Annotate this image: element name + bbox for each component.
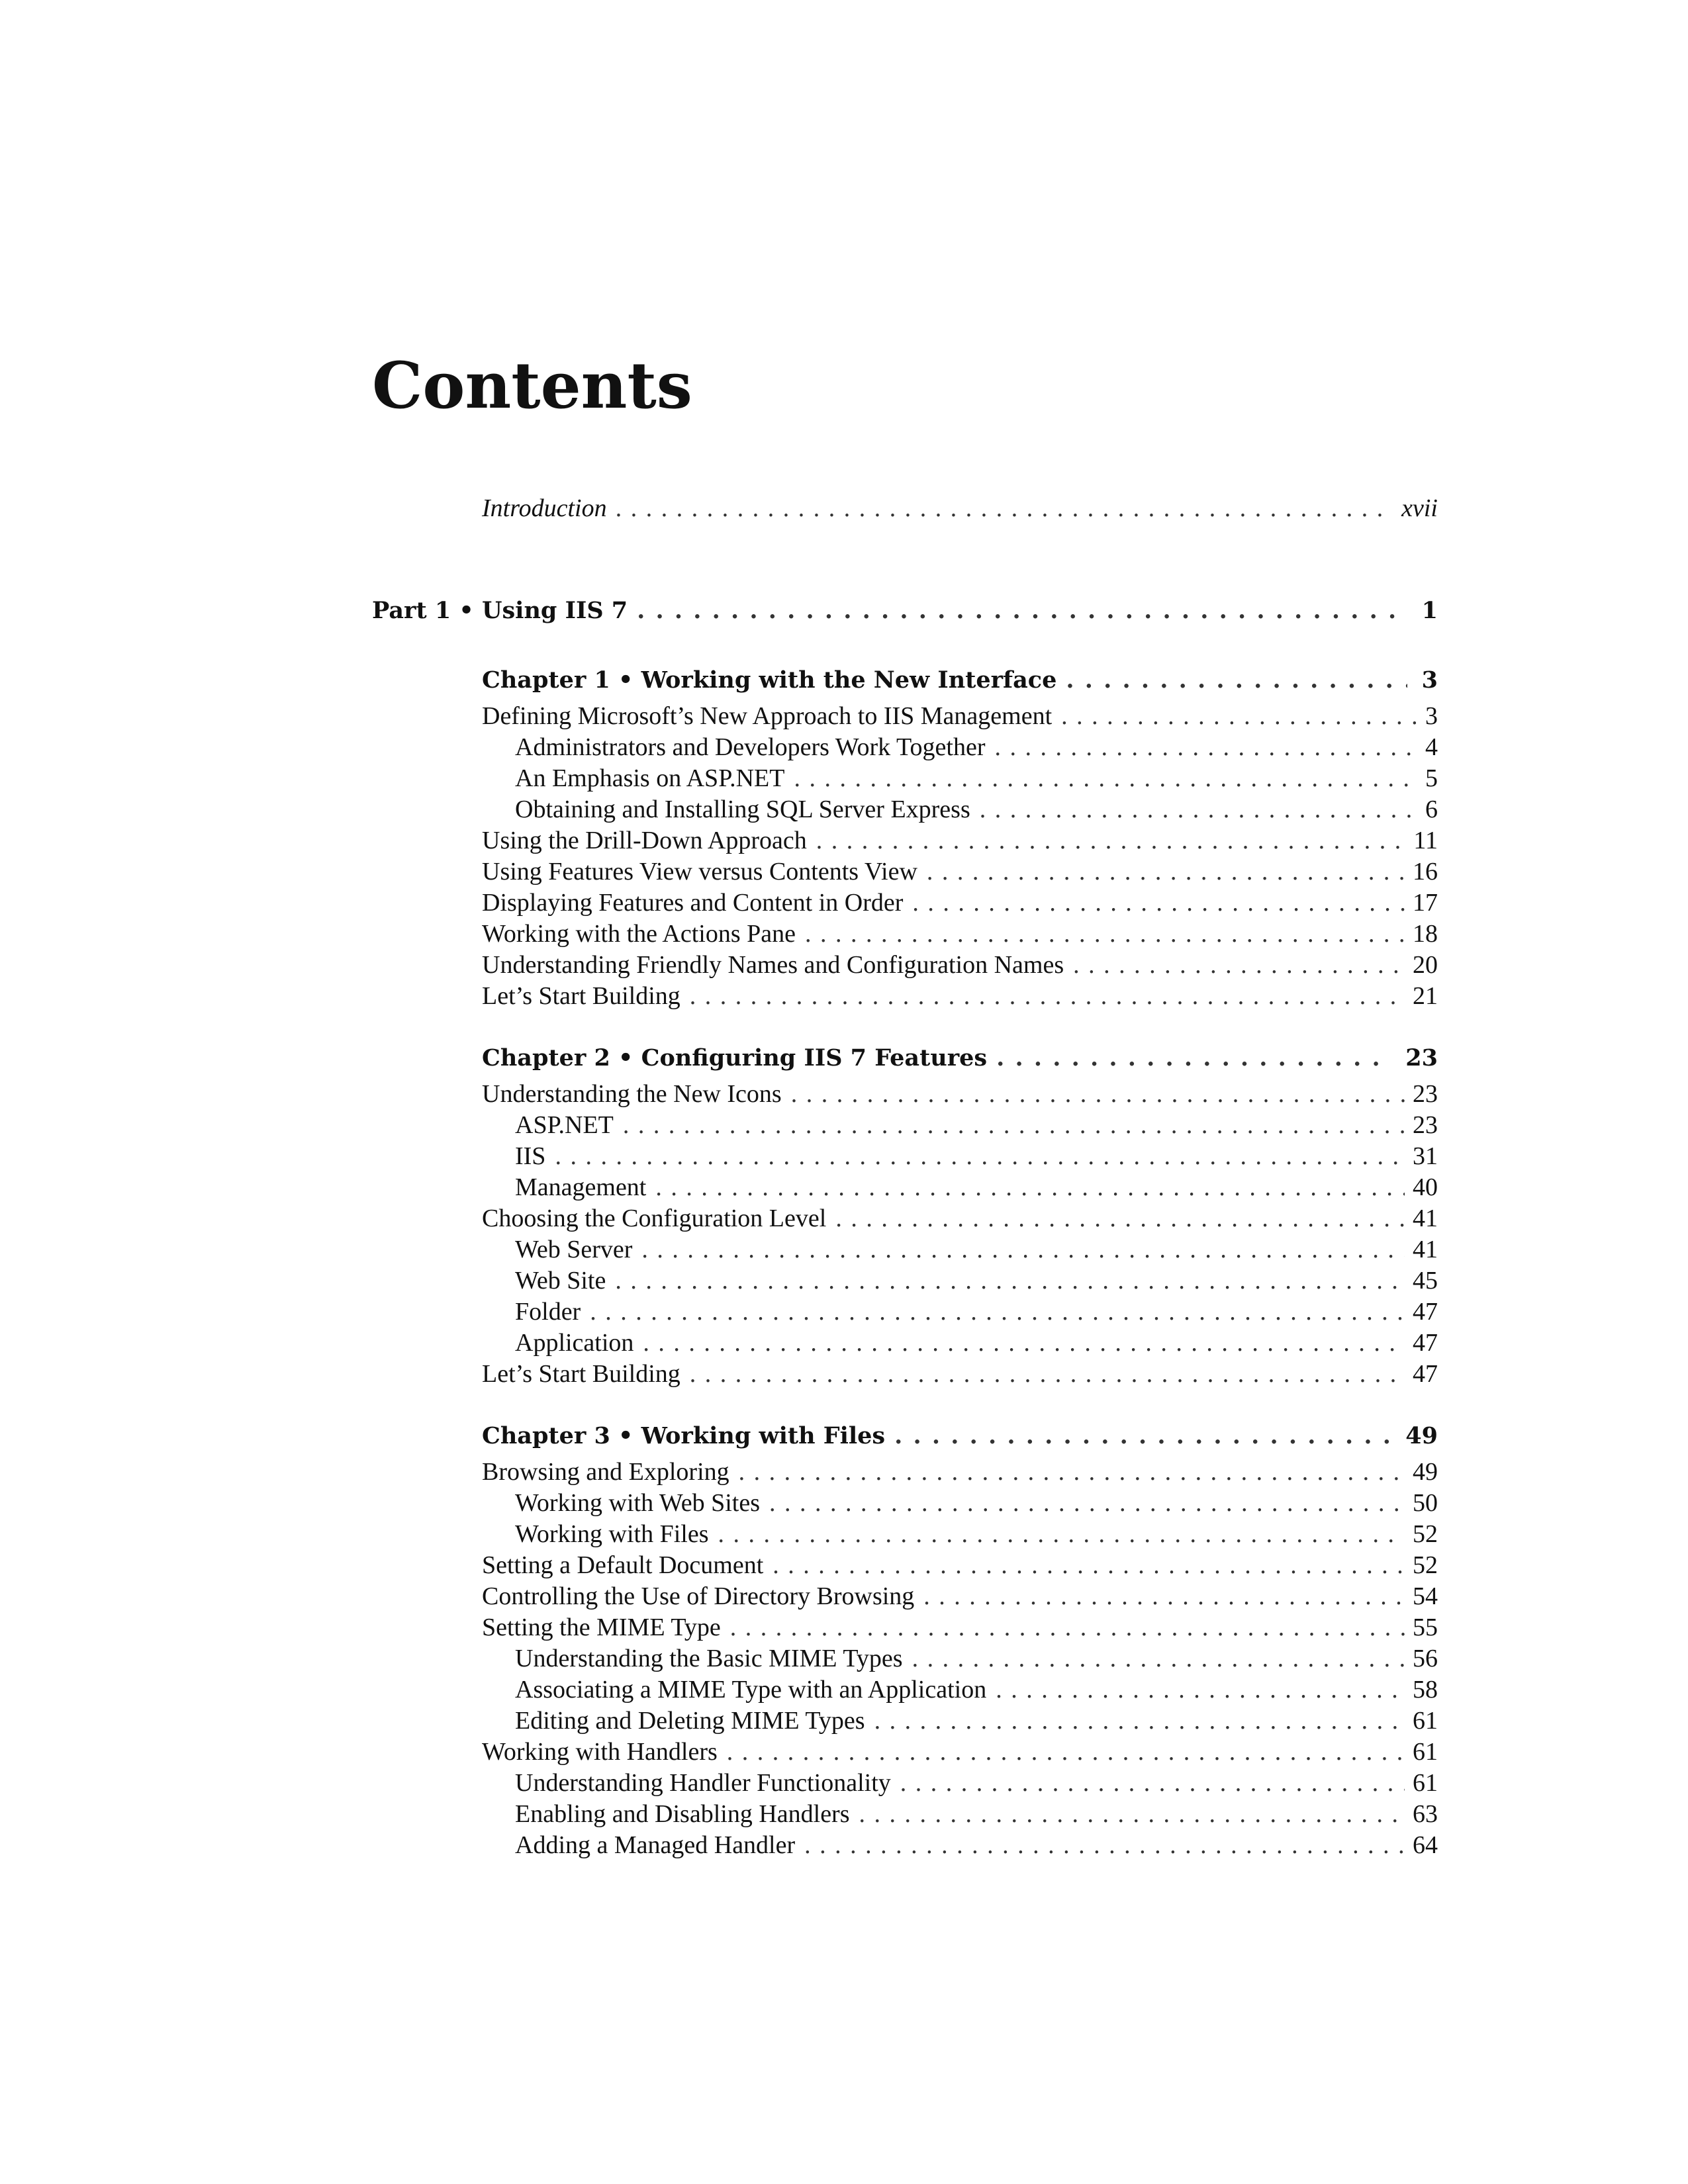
toc-page-number: 50 [1413, 1489, 1438, 1517]
toc-page-number: 4 [1425, 733, 1438, 761]
dot-leader [794, 763, 1417, 794]
dot-leader [590, 1297, 1405, 1327]
toc-entry-title: Associating a MIME Type with an Application [515, 1676, 987, 1704]
toc-page-number: 49 [1413, 1458, 1438, 1486]
toc-entry-title: Administrators and Developers Work Together [515, 733, 986, 761]
dot-leader [718, 1519, 1405, 1549]
toc-page-number: 31 [1413, 1142, 1438, 1170]
toc-entry-title: Working with Handlers [482, 1738, 718, 1766]
dot-leader [616, 493, 1394, 523]
toc-subsection-row[interactable] [515, 1297, 1438, 1327]
toc-section-row[interactable] [482, 887, 1438, 918]
toc-page-number: 64 [1413, 1831, 1438, 1859]
dot-leader [1073, 950, 1405, 980]
toc-page-number: 11 [1413, 827, 1438, 854]
dot-leader [1066, 665, 1407, 696]
toc-page-number: 23 [1413, 1111, 1438, 1139]
toc-entry-title: Understanding the Basic MIME Types [515, 1645, 903, 1672]
toc-subsection-row[interactable] [515, 1110, 1438, 1140]
toc-subsection-row[interactable] [515, 732, 1438, 762]
toc-subsection-row[interactable] [515, 1706, 1438, 1736]
toc-entry-title: Part 1 • Using IIS 7 [372, 597, 628, 624]
toc-page-number: 40 [1413, 1173, 1438, 1201]
toc-entry-title: Using the Drill-Down Approach [482, 827, 807, 854]
page-title: Contents [372, 348, 692, 423]
toc-section-row[interactable] [482, 1550, 1438, 1580]
dot-leader [894, 1421, 1391, 1451]
toc-subsection-row[interactable] [515, 1519, 1438, 1549]
toc-entry-title: Editing and Deleting MIME Types [515, 1707, 865, 1735]
dot-leader [996, 1043, 1391, 1073]
toc-section-row[interactable] [482, 701, 1438, 731]
dot-leader [874, 1706, 1405, 1736]
dot-leader [555, 1141, 1405, 1171]
toc-entry-title: Adding a Managed Handler [515, 1831, 796, 1859]
toc-subsection-row[interactable] [515, 1643, 1438, 1674]
dot-leader [727, 1737, 1405, 1767]
toc-page-number: 58 [1413, 1676, 1438, 1704]
toc-chapter-row[interactable] [482, 665, 1438, 696]
toc-entry-title: Introduction [482, 494, 607, 522]
dot-leader [623, 1110, 1405, 1140]
toc-page-number: 41 [1413, 1236, 1438, 1263]
toc-entry-title: Working with Web Sites [515, 1489, 760, 1517]
toc-subsection-row[interactable] [515, 1830, 1438, 1860]
dot-leader [643, 1328, 1405, 1358]
toc-subsection-row[interactable] [515, 1768, 1438, 1798]
toc-section-row[interactable] [482, 1612, 1438, 1643]
toc-subsection-row[interactable] [515, 1265, 1438, 1296]
dot-leader [923, 1581, 1405, 1612]
toc-page-number: 5 [1425, 764, 1438, 792]
toc-entry-title: Enabling and Disabling Handlers [515, 1800, 850, 1828]
toc-section-row[interactable] [482, 1203, 1438, 1234]
toc-subsection-row[interactable] [515, 1141, 1438, 1171]
dot-leader [615, 1265, 1405, 1296]
toc-section-row[interactable] [482, 919, 1438, 949]
toc-entry-title: Chapter 1 • Working with the New Interface [482, 666, 1057, 694]
dot-leader [655, 1172, 1405, 1203]
dot-leader [1061, 701, 1417, 731]
dot-leader [980, 794, 1417, 825]
toc-subsection-row[interactable] [515, 1234, 1438, 1265]
toc-page-number: xvii [1401, 494, 1438, 522]
toc-page-number: 16 [1413, 858, 1438, 886]
toc-entry-title: Choosing the Configuration Level [482, 1205, 827, 1232]
toc-entry-title: Obtaining and Installing SQL Server Express [515, 796, 970, 823]
dot-leader [641, 1234, 1405, 1265]
toc-page-number: 23 [1413, 1080, 1438, 1108]
dot-leader [859, 1799, 1405, 1829]
toc-entry-title: Chapter 2 • Configuring IIS 7 Features [482, 1044, 988, 1071]
toc-page-number: 61 [1413, 1738, 1438, 1766]
toc-subsection-row[interactable] [515, 1488, 1438, 1518]
toc-entry-title: Understanding Handler Functionality [515, 1769, 891, 1797]
toc-page-number: 41 [1413, 1205, 1438, 1232]
toc-entry-title: Understanding the New Icons [482, 1080, 782, 1108]
toc-entry-title: An Emphasis on ASP.NET [515, 764, 785, 792]
toc-entry-title: Let’s Start Building [482, 982, 680, 1010]
toc-entry-title: Folder [515, 1298, 581, 1326]
toc-page-number: 52 [1413, 1551, 1438, 1579]
toc-page-number: 17 [1413, 889, 1438, 917]
toc-section-row[interactable] [482, 1737, 1438, 1767]
toc-section-row[interactable] [482, 856, 1438, 887]
toc-subsection-row[interactable] [515, 1328, 1438, 1358]
toc-entry-title: Browsing and Exploring [482, 1458, 729, 1486]
toc-page-number: 61 [1413, 1707, 1438, 1735]
toc-entry-title: Chapter 3 • Working with Files [482, 1422, 886, 1449]
dot-leader [927, 856, 1405, 887]
toc-subsection-row[interactable] [515, 763, 1438, 794]
toc-entry-title: Setting the MIME Type [482, 1614, 721, 1641]
dot-leader [835, 1203, 1405, 1234]
toc-entry-title: Web Server [515, 1236, 633, 1263]
toc-entry-title: Using Features View versus Contents View [482, 858, 917, 886]
dot-leader [690, 981, 1405, 1011]
toc-part-row[interactable] [372, 596, 1438, 626]
toc-section-row[interactable] [482, 981, 1438, 1011]
toc-entry-title: Defining Microsoft’s New Approach to IIS Management [482, 702, 1053, 730]
toc-intro-row[interactable] [482, 493, 1438, 523]
toc-page-number: 52 [1413, 1520, 1438, 1548]
dot-leader [804, 1830, 1405, 1860]
toc-page-number: 49 [1405, 1422, 1438, 1449]
toc-entry-title: Working with the Actions Pane [482, 920, 796, 948]
toc-entry-title: Management [515, 1173, 647, 1201]
toc-page-number: 23 [1405, 1044, 1438, 1071]
toc-subsection-row[interactable] [515, 1674, 1438, 1705]
dot-leader [690, 1359, 1405, 1389]
dot-leader [900, 1768, 1405, 1798]
toc-entry-title: Let’s Start Building [482, 1360, 680, 1388]
dot-leader [739, 1457, 1405, 1487]
toc-page-number: 20 [1413, 951, 1438, 979]
toc-entry-title: IIS [515, 1142, 546, 1170]
toc-page-number: 54 [1413, 1582, 1438, 1610]
toc-entry-title: Setting a Default Document [482, 1551, 764, 1579]
dot-leader [996, 1674, 1405, 1705]
toc-page-number: 3 [1421, 666, 1438, 694]
toc-page-number: 18 [1413, 920, 1438, 948]
dot-leader [773, 1550, 1405, 1580]
toc-section-row[interactable] [482, 950, 1438, 980]
toc-page-number: 47 [1413, 1360, 1438, 1388]
toc-chapter-row[interactable] [482, 1043, 1438, 1073]
toc-entry-title: ASP.NET [515, 1111, 614, 1139]
toc-page-number: 56 [1413, 1645, 1438, 1672]
toc-chapter-row[interactable] [482, 1421, 1438, 1451]
dot-leader [730, 1612, 1405, 1643]
toc-subsection-row[interactable] [515, 794, 1438, 825]
toc-page-number: 3 [1425, 702, 1438, 730]
toc-page-number: 1 [1421, 597, 1438, 624]
toc-page-number: 47 [1413, 1329, 1438, 1357]
toc-page-number: 6 [1425, 796, 1438, 823]
toc-page-number: 61 [1413, 1769, 1438, 1797]
toc-subsection-row[interactable] [515, 1172, 1438, 1203]
toc-page-number: 55 [1413, 1614, 1438, 1641]
toc-entry-title: Understanding Friendly Names and Configuration Names [482, 951, 1064, 979]
toc-entry-title: Web Site [515, 1267, 606, 1295]
toc-page-number: 63 [1413, 1800, 1438, 1828]
dot-leader [805, 919, 1405, 949]
dot-leader [912, 1643, 1405, 1674]
toc-entry-title: Controlling the Use of Directory Browsing [482, 1582, 915, 1610]
toc-section-row[interactable] [482, 825, 1438, 856]
dot-leader [816, 825, 1406, 856]
toc-section-row[interactable] [482, 1457, 1438, 1487]
toc-entry-title: Application [515, 1329, 634, 1357]
toc-page-number: 47 [1413, 1298, 1438, 1326]
toc-entry-title: Displaying Features and Content in Order [482, 889, 904, 917]
toc-entry-title: Working with Files [515, 1520, 709, 1548]
dot-leader [769, 1488, 1405, 1518]
toc-section-row[interactable] [482, 1359, 1438, 1389]
toc-page-number: 45 [1413, 1267, 1438, 1295]
toc-section-row[interactable] [482, 1079, 1438, 1109]
toc-page-number: 21 [1413, 982, 1438, 1010]
toc-section-row[interactable] [482, 1581, 1438, 1612]
toc-subsection-row[interactable] [515, 1799, 1438, 1829]
dot-leader [912, 887, 1405, 918]
dot-leader [995, 732, 1418, 762]
dot-leader [791, 1079, 1405, 1109]
dot-leader [637, 596, 1407, 626]
